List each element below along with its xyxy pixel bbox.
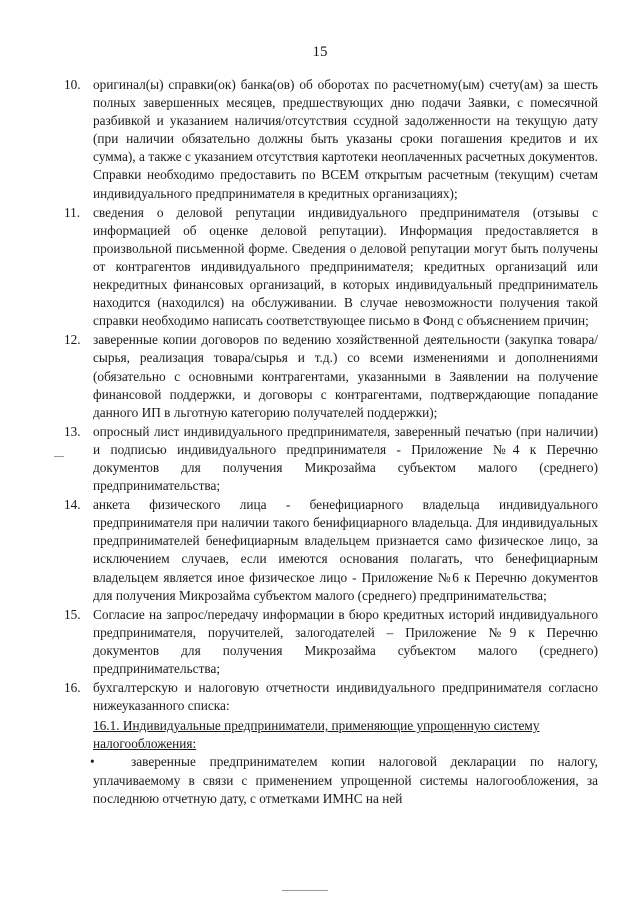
list-item [64,76,598,203]
list-item-text: заверенные копии договоров по ведению хозяйственной деятельности (закупка товара/сырья, реализация товара/сырья и т.д.) со всеми изменениями и дополнениями (обязательно с основными контрагентами, указанными в Заявлении на получение финансовой поддержки, и договоры с контрагентами, подтверждающие попадание данного ИП в льготную категорию получателей поддержки); [93,332,598,420]
list-item-number: 15. [64,606,81,622]
list-item [64,679,598,715]
list-item-number: 13. [64,423,81,439]
bullet-text: заверенные предпринимателем копии налоговой декларации по налогу, уплачиваемому в связи с применением упрощенной системы налогообложения, за последнюю отчетную дату, с отметками ИМНС на ней [93,754,598,806]
list-item-number: 16. [64,680,81,696]
scan-artifact-left [54,456,64,457]
bullet-mark: • [90,754,95,770]
list-item-text: оригинал(ы) справки(ок) банка(ов) об оборотах по расчетному(ым) счету(ам) за шесть полных завершенных месяцев, предшествующих дню подачи Заявки, с помесячной разбивкой и указанием наличия/отсутствия ссудной задолженности на текущую дату (при наличии обязательно должны быть указаны сроки погашения кредитов и их сумма), а также с указанием отсутствия картотеки неоплаченных расчетных документов. Справки необходимо предоставить по ВСЕМ открытым расчетным (текущим) счетам индивидуального предпринимателя в кредитных организациях); [93,77,598,201]
document-body [64,76,598,808]
numbered-list [64,76,598,715]
list-item [64,423,598,495]
list-item-text: анкета физического лица - бенефициарного владельца индивидуального предпринимателя при наличии такого бенифициарного владельца. Для индивидуальных предпринимателей бенефициарным владельцем признается само физическое лицо, за исключением случаев, если имеются основания полагать, что бенефициарным владельцем является иное физическое лицо - Приложение №6 к Перечню документов для получения Микрозайма субъектом малого (среднего) предпринимательства; [93,497,598,603]
list-item-text: бухгалтерскую и налоговую отчетности индивидуального предпринимателя согласно нижеуказанного списка: [93,680,598,714]
list-item-text: Согласие на запрос/передачу информации в бюро кредитных историй индивидуального предпринимателя, поручителей, залогодателей – Приложение №9 к Перечню документов для получения Микрозайма субъектом малого (среднего) предпринимательства; [93,606,598,676]
list-item-number: 12. [64,332,81,348]
scan-artifact-bottom [282,890,328,891]
bullet-item [72,753,598,807]
list-item [64,496,598,605]
list-item-number: 11. [64,204,81,220]
list-item-text: сведения о деловой репутации индивидуального предпринимателя (отзывы с информацией об оценке деловой репутации). Информация предоставляется в произвольной письменной форме. Сведения о деловой репутации могут быть получены от контрагентов индивидуального предпринимателя; кредитных организаций или некредитных финансовых организаций, в которых индивидуальный предприниматель находится (находился) на обслуживании. В случае невозможности получения такой справки необходимо написать соответствующее письмо в Фонд с объяснением причин; [93,204,598,329]
list-item [64,204,598,331]
section-subheading: 16.1. Индивидуальные предприниматели, применяющие упрощенную систему налогообложения: [93,718,540,752]
list-item-number: 10. [64,77,81,92]
list-item [64,606,598,678]
page-number: 15 [312,44,328,60]
list-item-number: 14. [64,497,81,513]
list-item-text: опросный лист индивидуального предпринимателя, заверенный печатью (при наличии) и подписью индивидуального предпринимателя - Приложение №4 к Перечню документов для получения Микрозайма субъектом малого (среднего) предпринимательства; [93,423,598,494]
list-item [64,331,598,421]
